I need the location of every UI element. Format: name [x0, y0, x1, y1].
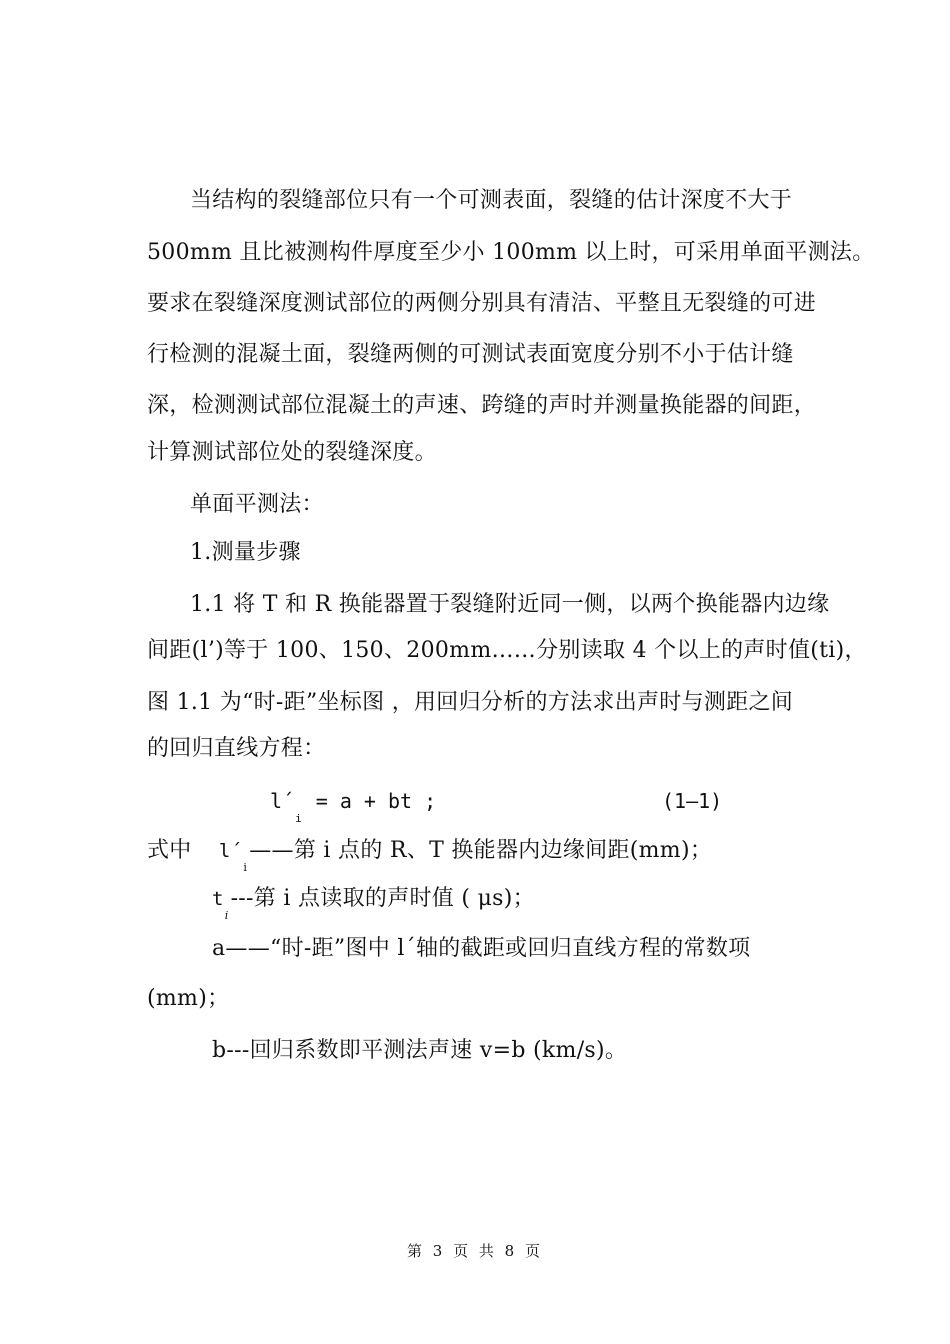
- definition-prefix: 式中: [147, 838, 192, 863]
- definition-symbol: l´: [218, 840, 243, 862]
- paragraph-line: 当结构的裂缝部位只有一个可测表面，裂缝的估计深度不大于: [190, 188, 793, 213]
- definition-text: ---第 i 点读取的声时值 ( μs)；: [230, 886, 535, 911]
- definition-line: (mm)；: [147, 986, 230, 1011]
- equation-subscript: i: [295, 812, 302, 825]
- paragraph-line: 计算测试部位处的裂缝深度。: [147, 440, 437, 465]
- paragraph-line: 深，检测测试部位混凝土的声速、跨缝的声时并测量换能器的间距，: [147, 393, 817, 418]
- paragraph-line: 行检测的混凝土面，裂缝两侧的可测试表面宽度分别不小于估计缝: [147, 342, 794, 367]
- paragraph-line: 1.1 将 T 和 R 换能器置于裂缝附近同一侧，以两个换能器内边缘: [190, 592, 830, 617]
- equation-lhs: l´: [270, 789, 295, 813]
- equation: [270, 786, 437, 825]
- paragraph-line: 图 1.1 为“时-距”坐标图 ，用回归分析的方法求出声时与测距之间: [147, 690, 794, 715]
- definition-symbol: t: [212, 888, 224, 910]
- equation-number: (1—1): [662, 789, 723, 813]
- definition-line: b---回归系数即平测法声速 v=b (km/s)。: [212, 1038, 628, 1063]
- paragraph-line: 要求在裂缝深度测试部位的两侧分别具有清洁、平整且无裂缝的可进: [147, 291, 817, 316]
- definition-line: a——“时-距”图中 l´轴的截距或回归直线方程的常数项: [212, 936, 751, 961]
- definition-line: [212, 884, 880, 922]
- paragraph-line: 的回归直线方程：: [147, 736, 326, 761]
- paragraph-line: 间距(l’)等于 100、150、200mm……分别读取 4 个以上的声时值(ti)，: [147, 638, 867, 663]
- paragraph-line: 500mm 且比被测构件厚度至少小 100mm 以上时，可采用单面平测法。: [147, 240, 875, 265]
- equation-rhs: = a + bt ;: [315, 789, 437, 813]
- subsection-heading: 1.测量步骤: [190, 540, 301, 565]
- definition-line: [147, 836, 815, 874]
- page-footer: 第 3 页 共 8 页: [407, 1242, 543, 1260]
- definition-subscript: i: [243, 861, 248, 874]
- definition-text: ——第 i 点的 R、T 换能器内边缘间距(mm)；: [249, 838, 713, 863]
- section-heading: 单面平测法：: [190, 492, 324, 517]
- definition-subscript: i: [224, 909, 229, 922]
